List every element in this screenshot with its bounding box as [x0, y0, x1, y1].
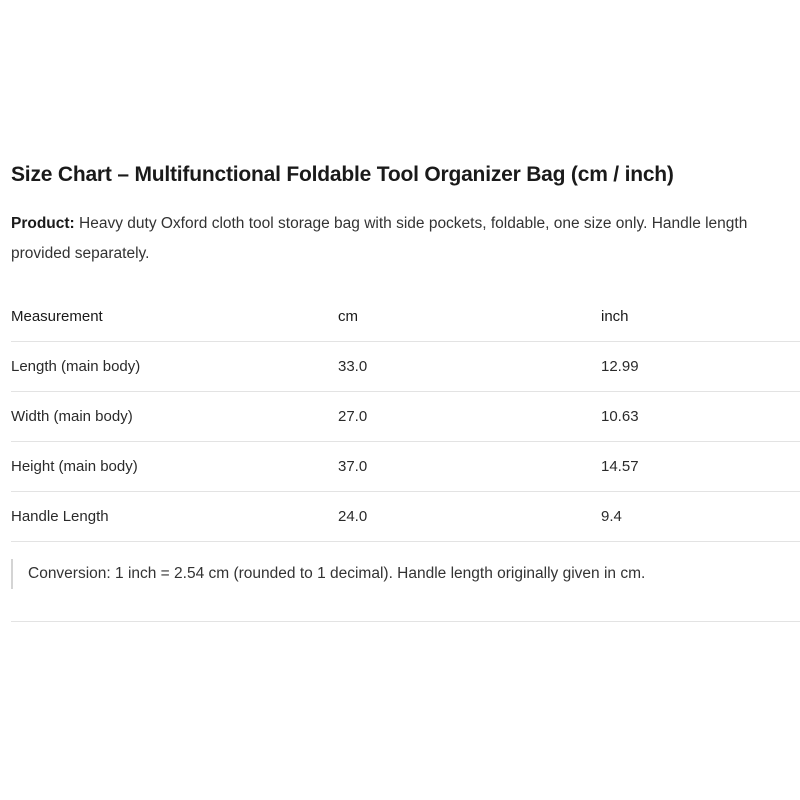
cell-inch: 14.57 — [601, 442, 800, 492]
conversion-note: Conversion: 1 inch = 2.54 cm (rounded to 1 decimal). Handle length originally given in cm. — [11, 559, 800, 589]
table-row — [11, 392, 800, 442]
cell-measurement: Handle Length — [11, 492, 338, 542]
header-measurement: Measurement — [11, 291, 338, 342]
cell-inch: 12.99 — [601, 342, 800, 392]
table-header-row — [11, 291, 800, 342]
header-inch: inch — [601, 291, 800, 342]
header-cm: cm — [338, 291, 601, 342]
table-row — [11, 342, 800, 392]
product-text: Heavy duty Oxford cloth tool storage bag with side pockets, foldable, one size only. Handle length provided separately. — [11, 215, 748, 262]
divider — [11, 621, 800, 622]
cell-inch: 10.63 — [601, 392, 800, 442]
cell-cm: 37.0 — [338, 442, 601, 492]
page-title: Size Chart – Multifunctional Foldable Tool Organizer Bag (cm / inch) — [11, 163, 674, 186]
cell-measurement: Length (main body) — [11, 342, 338, 392]
cell-inch: 9.4 — [601, 492, 800, 542]
product-label: Product: — [11, 215, 75, 232]
cell-measurement: Height (main body) — [11, 442, 338, 492]
table-row — [11, 492, 800, 542]
product-description — [11, 209, 786, 269]
cell-measurement: Width (main body) — [11, 392, 338, 442]
cell-cm: 27.0 — [338, 392, 601, 442]
cell-cm: 33.0 — [338, 342, 601, 392]
table-row — [11, 442, 800, 492]
size-table — [11, 291, 800, 542]
cell-cm: 24.0 — [338, 492, 601, 542]
size-chart-page — [11, 158, 800, 622]
